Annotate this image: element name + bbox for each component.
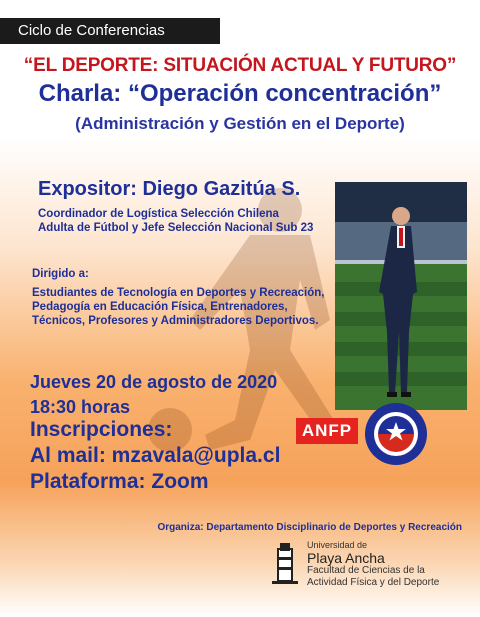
talk-title: Charla: “Operación concentración” bbox=[38, 80, 442, 107]
university-prefix: Universidad de bbox=[307, 540, 368, 550]
speaker-photo bbox=[335, 182, 467, 410]
university-name: Playa Ancha bbox=[307, 550, 385, 566]
audience-list bbox=[32, 286, 332, 328]
anfp-logo: ANFP bbox=[296, 418, 358, 444]
faculty-line1: Facultad de Ciencias de la bbox=[307, 565, 425, 576]
registration-mail: Al mail: mzavala@upla.cl bbox=[30, 444, 281, 467]
audience-line3: Técnicos, Profesores y Administradores Deportivos. bbox=[32, 315, 319, 327]
faculty-line2: Actividad Física y del Deporte bbox=[307, 577, 440, 588]
speaker-role-line1: Coordinador de Logística Selección Chilena bbox=[38, 208, 279, 220]
series-label: Ciclo de Conferencias bbox=[0, 18, 220, 44]
speaker-role-line2: Adulta de Fútbol y Jefe Selección Nacional Sub 23 bbox=[38, 222, 314, 234]
event-date: Jueves 20 de agosto de 2020 bbox=[30, 372, 278, 392]
event-title: “EL DEPORTE: SITUACIÓN ACTUAL Y FUTURO” bbox=[23, 55, 457, 76]
registration-label: Inscripciones: bbox=[30, 418, 173, 441]
speaker-name: Expositor: Diego Gazitúa S. bbox=[38, 178, 301, 200]
talk-subtitle: (Administración y Gestión en el Deporte) bbox=[75, 114, 405, 133]
audience-line1: Estudiantes de Tecnología en Deportes y Recreación, bbox=[32, 287, 325, 299]
university-lighthouse-logo bbox=[268, 541, 302, 585]
organizer: Organiza: Departamento Disciplinario de Deportes y Recreación bbox=[157, 522, 462, 533]
audience-line2: Pedagogía en Educación Física, Entrenadores, bbox=[32, 301, 288, 313]
event-time: 18:30 horas bbox=[30, 397, 131, 417]
speaker-role bbox=[38, 207, 313, 235]
audience-label: Dirigido a: bbox=[32, 268, 89, 280]
event-platform: Plataforma: Zoom bbox=[30, 470, 209, 493]
chile-federation-badge bbox=[364, 402, 428, 466]
